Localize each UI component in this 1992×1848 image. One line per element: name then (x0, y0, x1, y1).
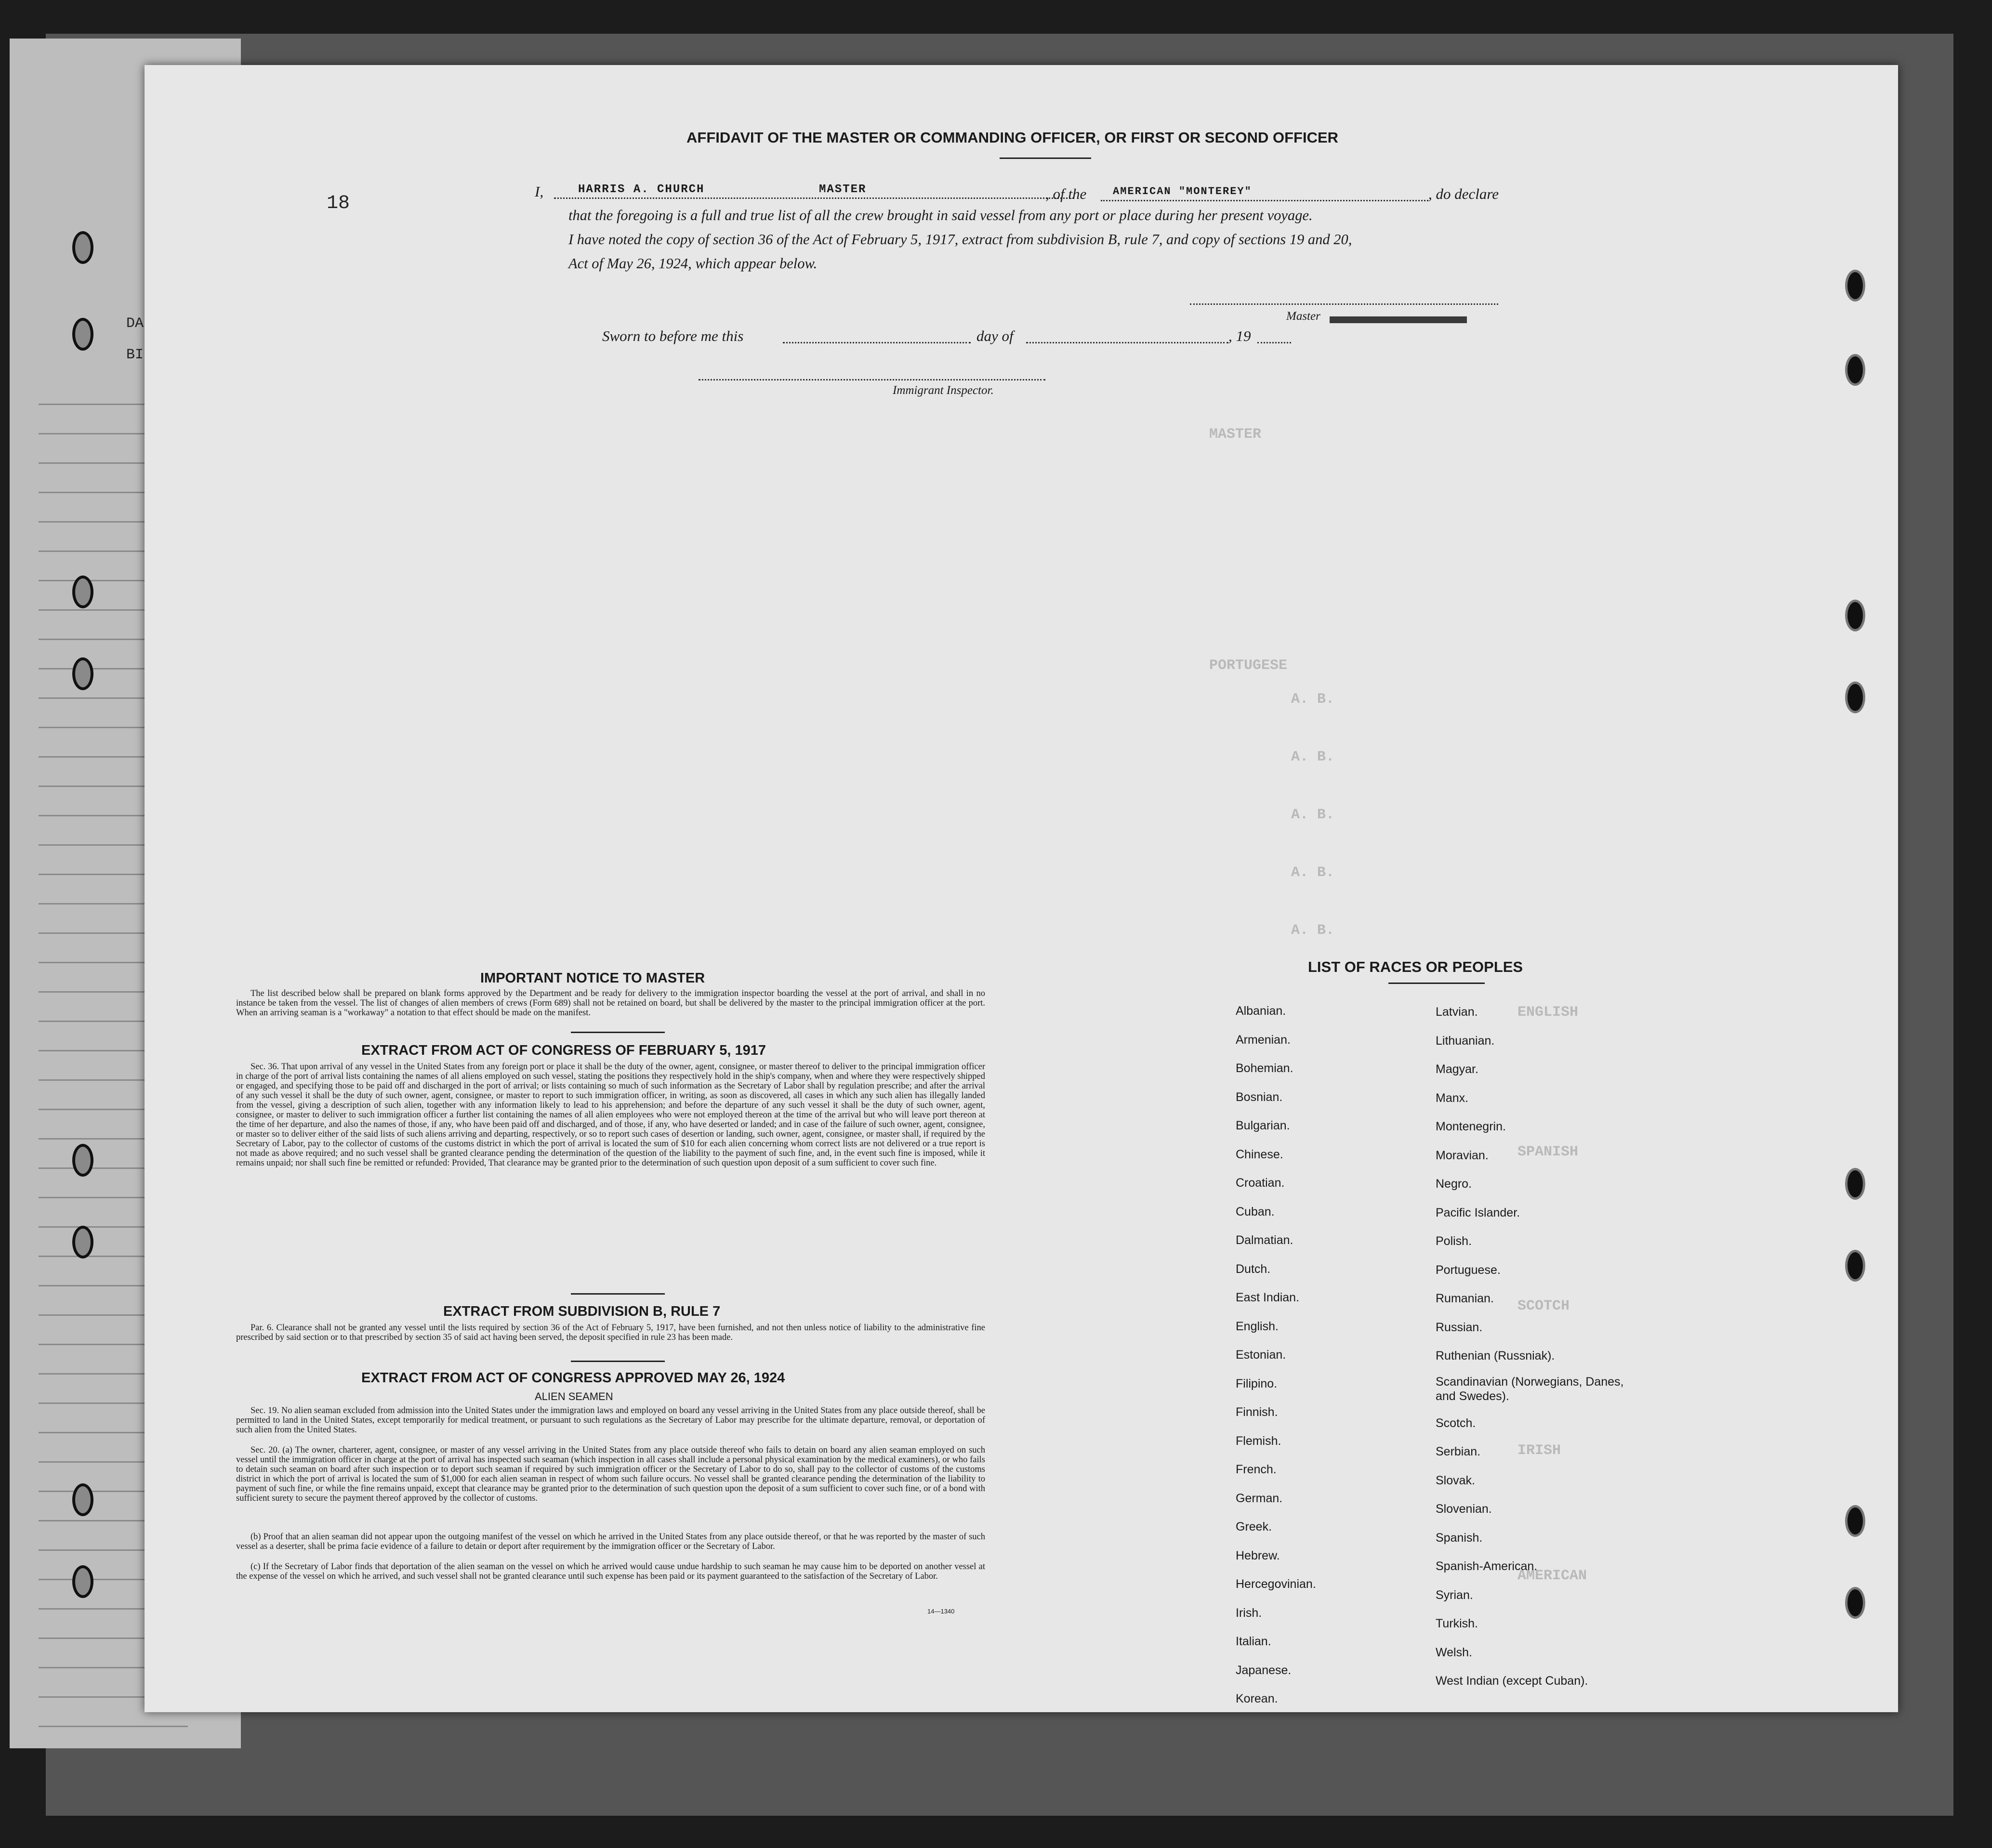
race-item: Spanish-American. (1436, 1560, 1538, 1573)
race-item: Turkish. (1436, 1617, 1478, 1630)
punch-hole (1845, 600, 1865, 631)
master-label: Master (1286, 310, 1320, 323)
master-signature-line (1190, 303, 1498, 305)
punch-hole (72, 1565, 93, 1598)
declaration-line-3: I have noted the copy of section 36 of the Act of February 5, 1917, extract from subdivision B, rule 7, and copy of sections 19 and 20, (568, 231, 1352, 248)
sec-20b-text: (b) Proof that an alien seaman did not appear upon the outgoing manifest of the vessel on which he arrived in the United States from any place outside thereof, or that he was reported by the master of such vessel as a deserter, shall be prima facie evidence of a failure to detain or deport after requirement by the immigration officer or the Secretary of Labor. (236, 1532, 985, 1551)
bleed-through-text: SCOTCH (1517, 1298, 1570, 1314)
underlying-page-fragment-bi: BI (126, 347, 144, 363)
race-item: Welsh. (1436, 1645, 1472, 1659)
race-item: Moravian. (1436, 1148, 1489, 1162)
name-rank-line (554, 197, 1074, 199)
sworn-month-line (1026, 342, 1228, 343)
race-item: Cuban. (1236, 1205, 1275, 1219)
race-item: Greek. (1236, 1520, 1272, 1533)
race-item: Negro. (1436, 1177, 1472, 1191)
race-item: Manx. (1436, 1091, 1469, 1105)
race-item: Magyar. (1436, 1062, 1478, 1076)
race-item: Syrian. (1436, 1588, 1473, 1602)
punch-hole (72, 657, 93, 690)
do-declare-label: , do declare (1428, 185, 1499, 202)
race-item: Irish. (1236, 1606, 1262, 1620)
punch-hole (72, 231, 93, 264)
bleed-through-text: A. B. (1291, 865, 1335, 881)
sec-20c-text: (c) If the Secretary of Labor finds that deportation of the alien seaman on the vessel on which he arrived would cause undue hardship to such seaman he may cause him to be deported on another vessel at the expense of the vessel on which he arrived, and such vessel shall not be granted clearance until such expense has been paid or its payment guaranteed to the satisfaction of the Secretary of Labor. (236, 1562, 985, 1581)
race-item: Bosnian. (1236, 1090, 1283, 1104)
divider (1388, 983, 1485, 984)
extract-rule7-heading: EXTRACT FROM SUBDIVISION B, RULE 7 (443, 1304, 721, 1319)
punch-hole (72, 1144, 93, 1177)
bleed-through-text: A. B. (1291, 922, 1335, 939)
sworn-year-line (1257, 342, 1291, 343)
race-item: Filipino. (1236, 1376, 1278, 1390)
punch-hole (1845, 270, 1865, 301)
races-heading: LIST OF RACES OR PEOPLES (1308, 958, 1523, 975)
race-item: Scotch. (1436, 1416, 1476, 1430)
race-item: Serbian. (1436, 1445, 1481, 1458)
master-name: HARRIS A. CHURCH (578, 183, 705, 196)
race-item: Ruthenian (Russniak). (1436, 1349, 1555, 1363)
race-item: Russian. (1436, 1320, 1483, 1334)
race-item: Hercegovinian. (1236, 1577, 1316, 1591)
intro-i: I, (535, 183, 544, 200)
race-item: English. (1236, 1319, 1279, 1333)
declaration-line-4: Act of May 26, 1924, which appear below. (568, 255, 818, 272)
races-column-1 (1236, 997, 1316, 1714)
race-item: Dutch. (1236, 1262, 1271, 1276)
inspector-signature-line (699, 379, 1045, 380)
notice-heading: IMPORTANT NOTICE TO MASTER (480, 970, 705, 986)
bleed-through-text: SPANISH (1517, 1144, 1579, 1160)
race-item: Hebrew. (1236, 1548, 1280, 1562)
divider (571, 1293, 665, 1295)
sec-20a-text: Sec. 20. (a) The owner, charterer, agent, consignee, or master of any vessel arriving in the United States from any place outside thereof who fails to detain on board any alien seaman employed on such vessel until the immigration officer in charge at the port of arrival has inspected such seaman (which inspection in all cases shall include a personal physical examination by the medical examiners), or who fails to detain such seaman on board after such inspection or to deport such seaman if required by such immigration officer or the Secretary of Labor to do so, shall pay to the collector of customs of the customs district in which the port of arrival is located the sum of $1,000 for each alien seaman in respect of whom such failure occurs. No vessel shall be granted clearance pending the determination of the liability to payment of such fine, or while the fine remains unpaid, except that clearance may be granted prior to the determination of such question upon the deposit of a sum sufficient to cover such fine, or of a bond with sufficient surety to secure the payment thereof approved by the collector of customs. (236, 1445, 985, 1503)
race-item: Scandinavian (Norwegians, Danes, and Swedes). (1436, 1375, 1624, 1403)
race-item: Latvian. (1436, 1005, 1478, 1019)
race-item: Italian. (1236, 1635, 1271, 1648)
punch-hole (72, 1483, 93, 1516)
race-item: Korean. (1236, 1692, 1278, 1705)
bleed-through-text: A. B. (1291, 807, 1335, 823)
race-item: Estonian. (1236, 1348, 1286, 1362)
race-item: Slovenian. (1436, 1502, 1492, 1516)
page-number: 18 (327, 193, 350, 214)
bleed-through-text: IRISH (1517, 1442, 1561, 1459)
extract-1917-heading: EXTRACT FROM ACT OF CONGRESS OF FEBRUARY 5, 1917 (361, 1043, 766, 1058)
race-item: Rumanian. (1436, 1292, 1494, 1305)
race-item: West Indian (except Cuban). (1436, 1674, 1588, 1688)
race-item: East Indian. (1236, 1291, 1300, 1304)
bleed-through-text: MASTER (1209, 426, 1262, 443)
race-item: Bohemian. (1236, 1062, 1293, 1075)
race-item: Pacific Islander. (1436, 1206, 1520, 1219)
affidavit-sheet (145, 65, 1898, 1712)
sec-19-text: Sec. 19. No alien seaman excluded from admission into the United States under the immigration laws and employed on board any vessel arriving in the United States from any place outside thereof, shall be permitted to land in the United States, except temporarily for medical treatment, or pursuant to such regulations as the Secretary of Labor may prescribe for the ultimate departure, removal, or deportation of such alien from the United States. (236, 1406, 985, 1435)
extract-1917-text: Sec. 36. That upon arrival of any vessel in the United States from any foreign port or place it shall be the duty of the owner, agent, consignee, or master thereof to deliver to the principal immigration officer in charge of the port of arrival lists containing the names of all aliens employed on such vessel, stating the positions they respectively hold in the ship's company, when and where they were respectively shipped or engaged, and specifying those to be paid off and discharged in the port of arrival; or lists containing so much of such information as the Secretary of Labor shall by regulation prescribe; and after the arrival of any such vessel it shall be the duty of such owner, agent, consignee, or master to report to such immigration officer, in writing, as soon as discovered, all cases in which any such alien has illegally landed from the vessel, giving a description of such alien, together with any information likely to lead to his apprehension; and before the departure of any such vessel it shall be the duty of such owner, agent, consignee, or master to deliver to such immigration officer a further list containing the names of all alien employees who were not employed thereon at the time of the arrival but who will leave port thereon at the time of her departure, and also the names of those, if any, who have been paid off and discharged, and of those, if any, who have deserted or landed; and in case of the failure of such owner, agent, consignee, or master so to deliver either of the said lists of such aliens arriving and departing, respectively, or so to report such cases of desertion or landing, such owner, agent, consignee, or master shall, if required by the Secretary of Labor, pay to the collector of customs of the customs district in which the port of arrival is located the sum of $10 for each alien concerning whom correct lists are not delivered or a true report is not made as above required; and no such vessel shall be granted clearance pending the determination of the question of the liability to the payment of such fine, and, in the event such fine is imposed, while it remains unpaid; nor shall such fine be remitted or refunded: Provided, That clearance may be granted prior to the determination of such question upon deposit of a sum sufficient to cover such fine. (236, 1062, 985, 1168)
race-item: Slovak. (1436, 1473, 1475, 1487)
declaration-line-2: that the foregoing is a full and true list of all the crew brought in said vessel from any port or place during her present voyage. (568, 207, 1313, 223)
race-item: French. (1236, 1463, 1277, 1476)
underlying-page-fragment-da: DA (126, 315, 144, 332)
sworn-prefix: Sworn to before me this (602, 328, 744, 344)
races-column-2 (1436, 998, 1628, 1696)
vessel-line (1101, 200, 1428, 201)
punch-hole (1845, 354, 1865, 386)
punch-hole (1845, 682, 1865, 713)
divider (571, 1032, 665, 1033)
race-item: Croatian. (1236, 1176, 1285, 1190)
year-prefix: , 19 (1228, 328, 1251, 344)
race-item: German. (1236, 1491, 1283, 1505)
punch-hole (72, 576, 93, 608)
divider (571, 1361, 665, 1362)
form-number: 14—1340 (927, 1608, 955, 1615)
divider (1000, 157, 1091, 159)
punch-hole (72, 1226, 93, 1258)
punch-hole (1845, 1587, 1865, 1619)
vessel-name: AMERICAN "MONTEREY" (1113, 185, 1252, 197)
sworn-day-line (783, 342, 971, 343)
bleed-through-text: A. B. (1291, 691, 1335, 708)
race-item: Albanian. (1236, 1004, 1286, 1018)
race-item: Bulgarian. (1236, 1119, 1290, 1132)
punch-hole (1845, 1168, 1865, 1200)
notice-text: The list described below shall be prepared on blank forms approved by the Department and be ready for delivery to the immigration inspector boarding the vessel at the port of arrival, and shall in no instance be taken from the vessel. The list of changes of alien members of crews (Form 689) shall not be retained on board, but shall be delivered by the master to the principal immigration officer at the port. When an arriving seaman is a "workaway" a notation to that effect should be made on the manifest. (236, 989, 985, 1018)
alien-seamen-subheading: ALIEN SEAMEN (535, 1390, 613, 1402)
race-item: Japanese. (1236, 1663, 1292, 1677)
punch-hole (1845, 1250, 1865, 1282)
affidavit-heading: AFFIDAVIT OF THE MASTER OR COMMANDING OFFICER, OR FIRST OR SECOND OFFICER (686, 129, 1339, 146)
extract-rule7-text: Par. 6. Clearance shall not be granted any vessel until the lists required by section 36 of the Act of February 5, 1917, have been furnished, and not then unless notice of liability to the administrative fine prescribed by said section or to that prescribed by section 35 of said act having been served, the deposit specified in rule 23 has been made. (236, 1323, 985, 1342)
inspector-label: Immigrant Inspector. (893, 384, 994, 397)
punch-hole (72, 318, 93, 351)
bleed-through-text: A. B. (1291, 749, 1335, 765)
bleed-through-text: PORTUGESE (1209, 657, 1288, 674)
race-item: Dalmatian. (1236, 1233, 1293, 1247)
bleed-through-text: ENGLISH (1517, 1004, 1579, 1021)
race-item: Chinese. (1236, 1147, 1283, 1161)
race-item: Finnish. (1236, 1405, 1278, 1419)
race-item: Portuguese. (1436, 1263, 1501, 1277)
race-item: Polish. (1436, 1234, 1472, 1248)
race-item: Montenegrin. (1436, 1120, 1506, 1133)
day-of-label: day of (976, 328, 1014, 344)
extract-1924-heading: EXTRACT FROM ACT OF CONGRESS APPROVED MAY 26, 1924 (361, 1370, 785, 1386)
race-item: Flemish. (1236, 1434, 1281, 1448)
race-item: Lithuanian. (1436, 1034, 1495, 1048)
struck-out-title (1330, 316, 1467, 323)
punch-hole (1845, 1505, 1865, 1537)
rank: MASTER (819, 183, 867, 196)
bleed-through-text: AMERICAN (1517, 1568, 1587, 1584)
of-the-label: , of the (1045, 185, 1087, 202)
race-item: Armenian. (1236, 1033, 1291, 1047)
race-item: Spanish. (1436, 1531, 1483, 1545)
